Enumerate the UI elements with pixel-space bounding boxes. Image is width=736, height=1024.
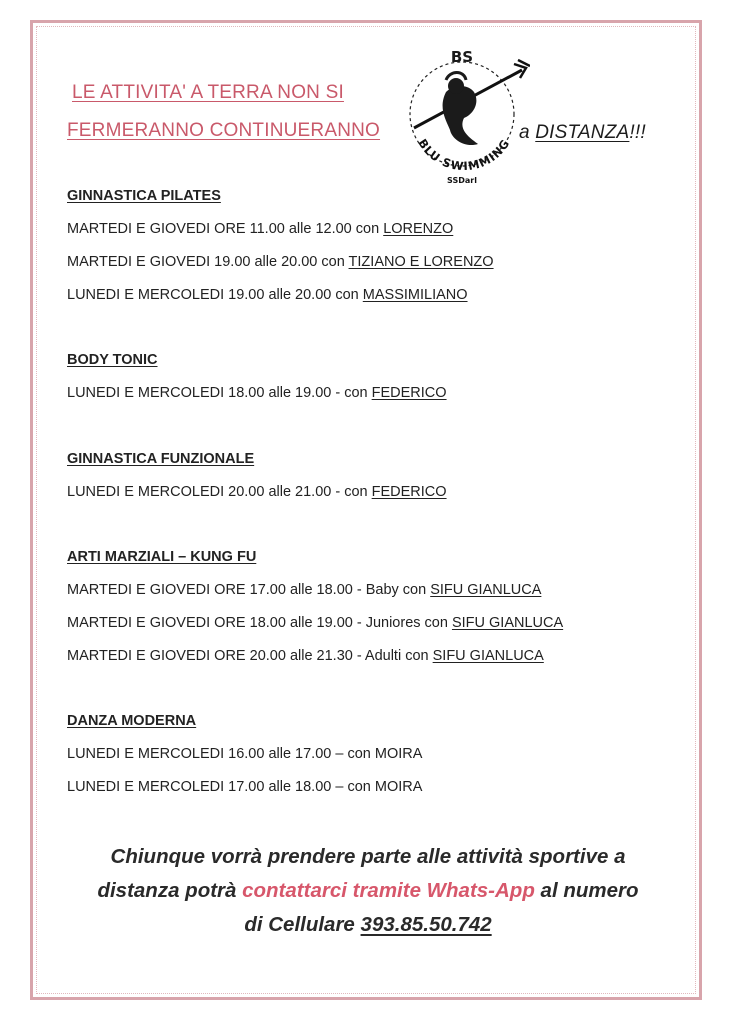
schedule-text: MARTEDI E GIOVEDI 19.00 alle 20.00 con <box>67 254 349 270</box>
contact-footer <box>40 840 696 942</box>
schedule-line <box>67 252 494 285</box>
footer-line-2 <box>40 874 696 908</box>
section-title: BODY TONIC <box>67 352 158 368</box>
blu-swimming-logo <box>394 40 530 186</box>
logo-initials: BS <box>450 48 474 66</box>
schedule-text: LUNEDI E MERCOLEDI 19.00 alle 20.00 con <box>67 287 363 303</box>
phone-number: 393.85.50.742 <box>360 913 492 936</box>
headline-suffix-exclaim: !!! <box>629 122 646 143</box>
logo-name: BLU SWIMMING <box>415 136 513 174</box>
section-title: GINNASTICA FUNZIONALE <box>67 451 255 467</box>
schedule-text: LUNEDI E MERCOLEDI 17.00 alle 18.00 – con MOIRA <box>67 779 423 795</box>
headline-line-1: LE ATTIVITA' A TERRA NON SI <box>72 82 344 103</box>
schedule-text: MARTEDI E GIOVEDI ORE 11.00 alle 12.00 con <box>67 221 384 237</box>
instructor-name: FEDERICO <box>371 385 447 401</box>
section-title: GINNASTICA PILATES <box>67 188 221 204</box>
instructor-name: SIFU GIANLUCA <box>451 615 564 631</box>
footer-text: al numero <box>534 879 639 902</box>
schedule-text: LUNEDI E MERCOLEDI 16.00 alle 17.00 – con MOIRA <box>67 746 423 762</box>
footer-text: di Cellulare <box>244 913 361 936</box>
schedule-text: MARTEDI E GIOVEDI ORE 18.00 alle 19.00 - Juniores con <box>67 615 452 631</box>
instructor-name: FEDERICO <box>371 484 447 500</box>
headline-suffix-distance: DISTANZA <box>535 122 630 143</box>
instructor-name: TIZIANO E LORENZO <box>348 254 494 270</box>
section-title: ARTI MARZIALI – KUNG FU <box>67 549 257 565</box>
section-arti-marziali <box>67 547 563 679</box>
whatsapp-contact-text: contattarci tramite Whats-App <box>242 879 535 902</box>
schedule-text: MARTEDI E GIOVEDI ORE 17.00 alle 18.00 - Baby con <box>67 582 431 598</box>
headline-suffix-lead: a <box>519 122 536 143</box>
footer-line-1: Chiunque vorrà prendere parte alle attività sportive a <box>110 845 626 868</box>
schedule-line <box>67 482 447 515</box>
section-ginnastica-funzionale <box>67 449 447 515</box>
schedule-line <box>67 285 494 318</box>
instructor-name: SIFU GIANLUCA <box>432 648 544 664</box>
schedule-text: LUNEDI E MERCOLEDI 18.00 alle 19.00 - con <box>67 385 372 401</box>
schedule-line <box>67 613 563 646</box>
footer-line-3 <box>40 908 696 942</box>
headline-line-2: FERMERANNO CONTINUERANNO <box>67 120 381 141</box>
instructor-name: SIFU GIANLUCA <box>430 582 542 598</box>
schedule-line <box>67 219 494 252</box>
schedule-line <box>67 580 563 613</box>
logo-entity: SSDarl <box>447 176 477 185</box>
schedule-text: LUNEDI E MERCOLEDI 20.00 alle 21.00 - con <box>67 484 372 500</box>
schedule-line <box>67 383 447 416</box>
section-title: DANZA MODERNA <box>67 713 197 729</box>
headline-suffix <box>519 122 646 144</box>
footer-text: distanza potrà <box>97 879 243 902</box>
schedule-line <box>67 646 563 679</box>
schedule-line <box>67 777 422 810</box>
instructor-name: MASSIMILIANO <box>362 287 468 303</box>
section-body-tonic <box>67 350 447 416</box>
section-danza-moderna <box>67 711 422 810</box>
instructor-name: LORENZO <box>383 221 454 237</box>
schedule-text: MARTEDI E GIOVEDI ORE 20.00 alle 21.30 - Adulti con <box>67 648 433 664</box>
schedule-line <box>67 744 422 777</box>
section-ginnastica-pilates <box>67 186 494 318</box>
